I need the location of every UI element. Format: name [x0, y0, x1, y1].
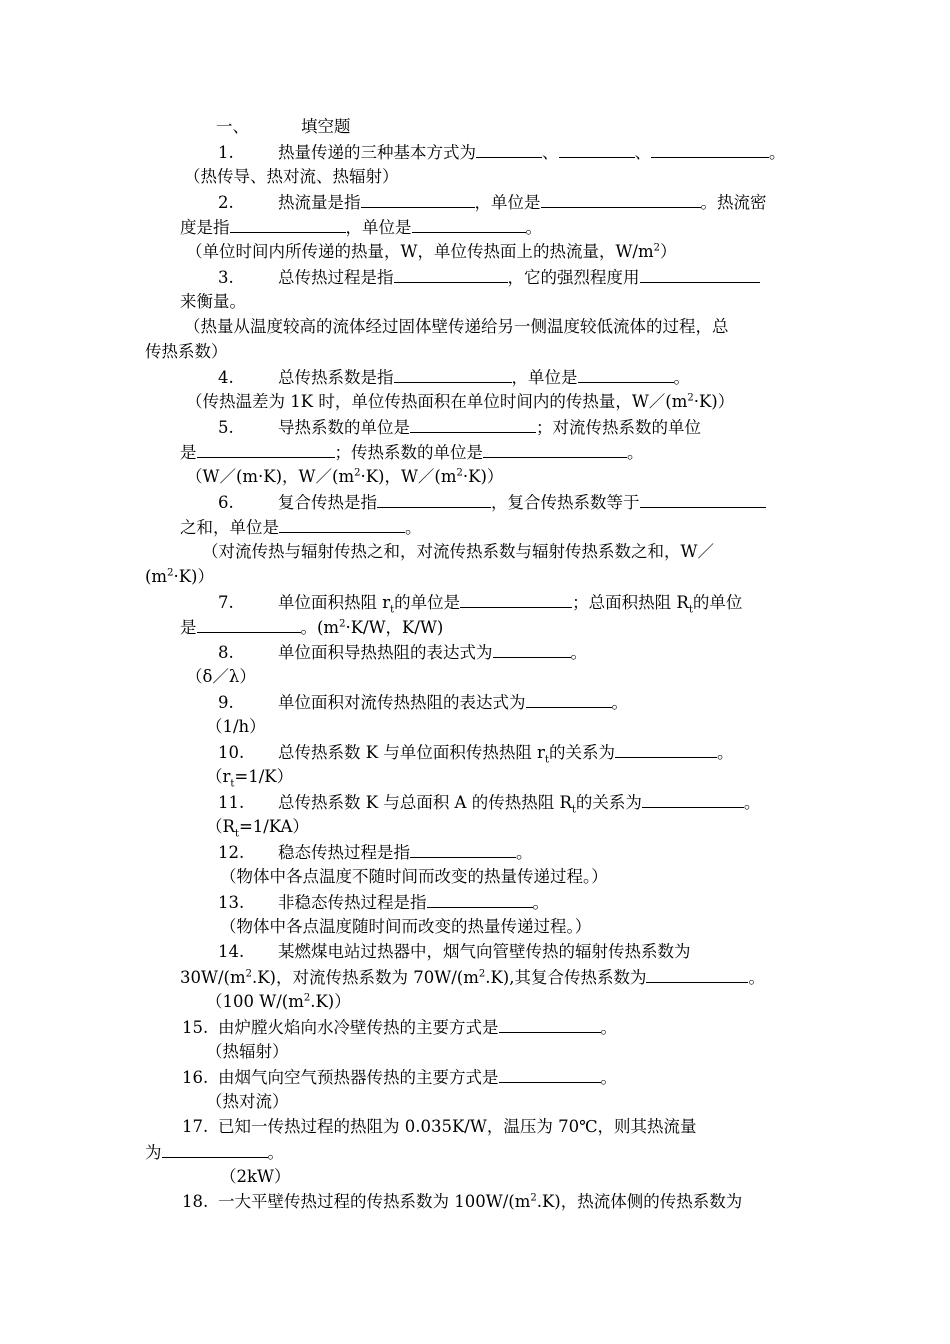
answer-blank — [197, 440, 335, 458]
superscript: 2 — [530, 1192, 537, 1204]
answer-10 — [206, 765, 293, 789]
answer-text: ·K)） — [173, 567, 214, 586]
answer-1: （热传导、热对流、热辐射） — [184, 167, 399, 186]
subscript: t — [544, 754, 549, 766]
question-text: 由炉膛火焰向水冷壁传热的主要方式是 — [218, 1018, 499, 1037]
question-11 — [218, 790, 760, 814]
question-text: 30W/(m — [180, 968, 246, 987]
subscript: t — [230, 778, 235, 790]
question-7 — [218, 590, 742, 614]
answer-blank — [162, 1140, 268, 1158]
question-text: 总传热系数 K 与总面积 A 的传热热阻 R — [278, 793, 572, 812]
answer-blank — [412, 215, 526, 233]
question-text: 的单位是 — [394, 593, 461, 612]
answer-6-line1: （对流传热与辐射传热之和，对流传热系数与辐射传热系数之和，W／ — [202, 542, 714, 561]
period: 。 — [600, 1018, 617, 1037]
question-text: ，复合传热系数等于 — [491, 493, 640, 512]
question-text: 已知一传热过程的热阻为 0.035K/W，温压为 70℃，则其热流量 — [218, 1117, 697, 1136]
period: 。 — [743, 793, 761, 812]
question-text: 由烟气向空气预热器传热的主要方式是 — [218, 1068, 499, 1087]
superscript: 2 — [354, 467, 361, 479]
question-number: 17. — [182, 1117, 209, 1136]
superscript: 2 — [478, 968, 486, 980]
answer-text: =1/K） — [234, 767, 294, 786]
question-text: 热量传递的三种基本方式为 — [278, 143, 476, 162]
period: 。 — [627, 443, 644, 462]
answer-text: （传热温差为 1K 时，单位传热面积在单位时间内的传热量，W／(m — [186, 392, 688, 411]
question-number: 2. — [218, 193, 234, 212]
question-text: ；传热系数的单位是 — [334, 443, 483, 462]
question-number: 15. — [182, 1018, 209, 1037]
question-6-cont — [180, 515, 422, 539]
question-14-cont — [180, 965, 765, 989]
superscript: 2 — [339, 618, 346, 630]
subscript: t — [688, 604, 693, 616]
answer-blank — [493, 640, 571, 658]
question-text: 总传热系数 K 与单位面积传热热阻 r — [278, 743, 545, 762]
answer-blank — [499, 1065, 601, 1083]
question-text: 的单位 — [692, 593, 743, 612]
answer-blank — [640, 490, 766, 508]
answer-blank — [394, 265, 508, 283]
answer-text: =1/KA） — [238, 817, 309, 836]
answer-blank — [410, 840, 516, 858]
question-4 — [218, 365, 690, 389]
answer-text: ·K)，W／(m — [360, 467, 457, 486]
question-8 — [218, 640, 587, 664]
section-number: 一、 — [216, 117, 249, 136]
question-5-cont — [180, 440, 644, 464]
answer-text: .K)） — [310, 992, 351, 1011]
answer-6-line2 — [145, 565, 214, 589]
question-2-cont — [180, 215, 542, 239]
answer-blank — [361, 190, 475, 208]
question-number: 6. — [218, 493, 234, 512]
answer-text: ） — [660, 242, 677, 261]
answer-blank — [394, 365, 512, 383]
question-16 — [182, 1065, 617, 1089]
question-7-cont — [180, 615, 443, 639]
answer-11 — [206, 815, 309, 839]
superscript: 2 — [167, 567, 174, 579]
question-5 — [218, 415, 701, 439]
question-text: 是 — [180, 618, 197, 637]
question-text: 单位面积导热热阻的表达式为 — [278, 643, 493, 662]
answer-blank — [197, 615, 301, 633]
question-18 — [182, 1190, 742, 1214]
question-text: 是 — [180, 443, 197, 462]
answer-blank — [541, 190, 701, 208]
question-17-cont — [145, 1140, 284, 1164]
question-number: 7. — [218, 593, 234, 612]
answer-blank — [646, 965, 748, 983]
answer-text: ·K)） — [462, 467, 504, 486]
superscript: 2 — [456, 467, 463, 479]
superscript: 2 — [245, 968, 252, 980]
subscript: t — [390, 604, 395, 616]
question-text: .K)，热流体侧的传热系数为 — [536, 1192, 743, 1211]
separator: 、 — [634, 143, 651, 162]
question-3-cont: 来衡量。 — [180, 292, 246, 311]
section-heading — [216, 115, 351, 139]
question-number: 18. — [182, 1192, 209, 1211]
question-10 — [218, 740, 733, 764]
answer-text: （R — [206, 817, 235, 836]
answer-blank — [640, 265, 760, 283]
question-text: 单位面积热阻 r — [278, 593, 391, 612]
question-13 — [218, 890, 549, 914]
answer-3-line2: 传热系数） — [145, 342, 228, 361]
answer-3-line1: （热量从温度较高的流体经过固体壁传递给另一侧温度较低流体的过程，总 — [184, 317, 729, 336]
answer-blank — [279, 515, 405, 533]
answer-blank — [230, 215, 346, 233]
question-number: 5. — [218, 418, 234, 437]
superscript: 2 — [653, 242, 660, 254]
answer-8: （δ／λ） — [186, 667, 256, 686]
question-text: 非稳态传热过程是指 — [278, 893, 427, 912]
answer-2 — [186, 240, 677, 264]
question-text: ；总面积热阻 R — [572, 593, 689, 612]
answer-blank — [578, 365, 674, 383]
question-text: 。热流密 — [700, 193, 767, 212]
answer-blank — [476, 140, 542, 158]
answer-blank — [460, 590, 572, 608]
answer-blank — [499, 1015, 601, 1033]
question-text: ，单位是 — [345, 218, 412, 237]
superscript: 2 — [303, 992, 311, 1004]
answer-text: 。(m — [300, 618, 340, 637]
answer-text: （单位时间内所传递的热量，W，单位传热面上的热流量，W/m — [186, 242, 654, 261]
question-number: 9. — [218, 693, 234, 712]
question-text: ；对流传热系数的单位 — [536, 418, 701, 437]
answer-blank — [410, 415, 536, 433]
answer-blank — [615, 740, 717, 758]
question-text: ，单位是 — [511, 368, 578, 387]
answer-15: （热辐射） — [206, 1042, 289, 1061]
question-12 — [218, 840, 533, 864]
answer-text: （W／(m·K)，W／(m — [186, 467, 355, 486]
question-text: 复合传热是指 — [278, 493, 377, 512]
question-number: 13. — [218, 893, 245, 912]
period: 。 — [611, 693, 628, 712]
answer-9: （1/h） — [206, 717, 266, 736]
question-number: 8. — [218, 643, 234, 662]
period: 。 — [716, 743, 734, 762]
question-text: 之和，单位是 — [180, 518, 279, 537]
answer-blank — [642, 790, 744, 808]
period: 。 — [769, 143, 786, 162]
answer-blank — [483, 440, 627, 458]
answer-text: （r — [206, 767, 231, 786]
answer-17: （2kW） — [220, 1167, 291, 1186]
question-number: 3. — [218, 268, 234, 287]
question-text: 热流量是指 — [278, 193, 361, 212]
period: 。 — [525, 218, 542, 237]
question-text: ，单位是 — [474, 193, 541, 212]
answer-blank — [377, 490, 491, 508]
question-6 — [218, 490, 766, 514]
period: 。 — [570, 643, 587, 662]
question-text: 单位面积对流传热热阻的表达式为 — [278, 693, 526, 712]
answer-blank — [651, 140, 769, 158]
question-1 — [218, 140, 786, 164]
answer-5 — [186, 465, 503, 489]
question-number: 12. — [218, 843, 245, 862]
question-text: 导热系数的单位是 — [278, 418, 410, 437]
question-text: 一大平壁传热过程的传热系数为 100W/(m — [218, 1192, 531, 1211]
question-3 — [218, 265, 760, 289]
period: 。 — [267, 1143, 284, 1162]
question-15 — [182, 1015, 617, 1039]
question-text: 度是指 — [180, 218, 230, 237]
answer-text: （100 W/(m — [206, 992, 304, 1011]
superscript: 2 — [687, 392, 694, 404]
period: 。 — [405, 518, 422, 537]
period: 。 — [600, 1068, 617, 1087]
answer-text: ·K)） — [693, 392, 735, 411]
period: 。 — [532, 893, 549, 912]
answer-4 — [186, 390, 734, 414]
question-14 — [218, 940, 691, 964]
question-number: 4. — [218, 368, 234, 387]
question-number: 16. — [182, 1068, 209, 1087]
question-number: 1. — [218, 143, 234, 162]
subscript: t — [234, 828, 239, 840]
separator: 、 — [542, 143, 559, 162]
period: 。 — [748, 968, 765, 987]
answer-16: （热对流） — [206, 1092, 289, 1111]
period: 。 — [673, 368, 690, 387]
question-text: ，它的强烈程度用 — [507, 268, 640, 287]
question-17 — [182, 1115, 697, 1139]
question-9 — [218, 690, 628, 714]
question-text: .K)，对流传热系数为 70W/(m — [251, 968, 479, 987]
question-text: 总传热系数是指 — [278, 368, 394, 387]
question-text: 的关系为 — [575, 793, 642, 812]
section-title: 填空题 — [301, 117, 351, 136]
answer-12: （物体中各点温度不随时间而改变的热量传递过程。） — [220, 867, 608, 886]
question-text: 的关系为 — [548, 743, 615, 762]
answer-14 — [206, 990, 351, 1014]
period: 。 — [516, 843, 533, 862]
answer-text: (m — [145, 567, 168, 586]
question-text: 总传热过程是指 — [278, 268, 394, 287]
answer-blank — [526, 690, 612, 708]
question-text: 某燃煤电站过热器中，烟气向管壁传热的辐射传热系数为 — [278, 942, 691, 961]
answer-blank — [559, 140, 635, 158]
question-number: 14. — [218, 942, 245, 961]
question-text: .K),其复合传热系数为 — [485, 968, 647, 987]
answer-13: （物体中各点温度随时间而改变的热量传递过程。） — [220, 917, 592, 936]
subscript: t — [571, 804, 576, 816]
question-text: 为 — [145, 1143, 162, 1162]
answer-blank — [427, 890, 533, 908]
question-number: 10. — [218, 743, 245, 762]
question-number: 11. — [218, 793, 245, 812]
question-text: 稳态传热过程是指 — [278, 843, 410, 862]
answer-text: ·K/W，K/W) — [345, 618, 444, 637]
question-2 — [218, 190, 767, 214]
